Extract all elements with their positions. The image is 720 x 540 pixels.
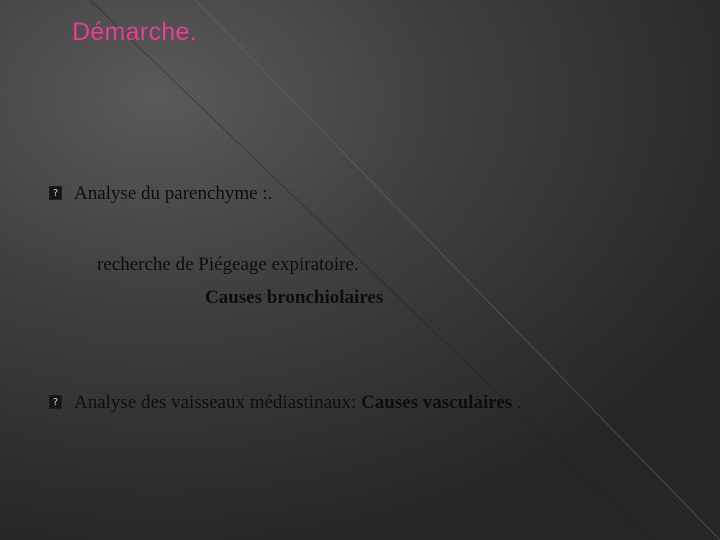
subtext-piegeage: recherche de Piégeage expiratoire. — [97, 254, 359, 275]
slide-title: Démarche. — [72, 18, 197, 46]
bullet-icon: ? — [49, 186, 62, 200]
subtext-causes-bronchiolaires: Causes bronchiolaires — [205, 287, 384, 308]
bullet-icon: ? — [49, 395, 62, 409]
bullet-text-vaisseaux — [74, 392, 522, 414]
bullet-text-causes-vasculaires: Causes vasculaires — [361, 392, 513, 413]
bullet-text-vaisseaux-suffix: . — [512, 392, 522, 413]
bullet-text-parenchyme: Analyse du parenchyme :. — [74, 183, 273, 204]
bullet-text-vaisseaux-prefix: Analyse des vaisseaux médiastinaux: — [74, 392, 362, 413]
